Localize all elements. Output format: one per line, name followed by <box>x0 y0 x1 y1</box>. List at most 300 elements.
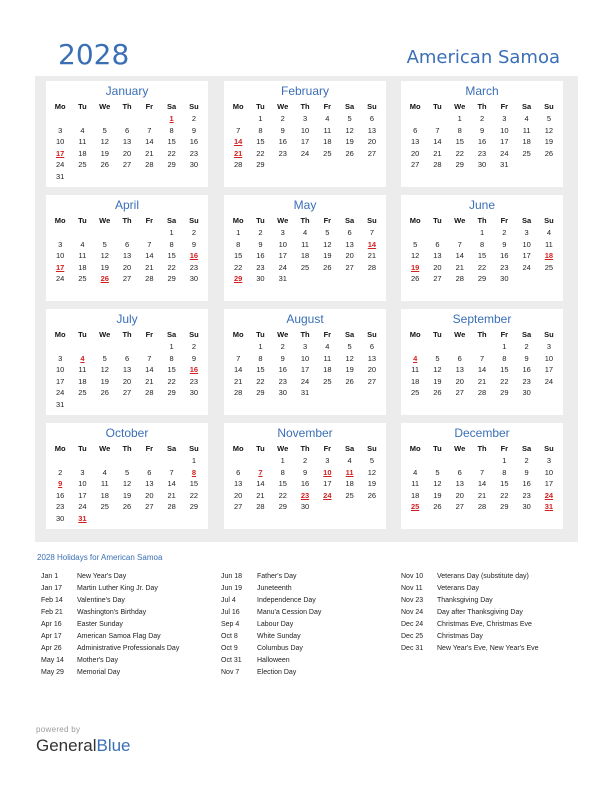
day-cell: 31 <box>500 160 509 170</box>
day-cell: 8 <box>236 239 241 249</box>
day-cell: 27 <box>367 376 377 386</box>
empty-cell <box>49 113 71 125</box>
holiday-day-cell: 4 <box>80 353 85 363</box>
day-cell: 9 <box>302 467 308 477</box>
day-cell: 5 <box>102 353 107 363</box>
day-cell: 30 <box>189 388 199 398</box>
holiday-name: Valentine's Day <box>77 596 125 604</box>
month-grid <box>49 101 205 183</box>
day-cell: 22 <box>256 376 265 386</box>
day-cell: 17 <box>544 479 554 489</box>
day-cell: 29 <box>167 388 176 398</box>
month-grid <box>227 215 383 285</box>
day-cell: 13 <box>145 479 154 489</box>
day-cell: 15 <box>233 251 243 261</box>
day-cell: 8 <box>502 467 507 477</box>
day-cell: 5 <box>102 239 107 249</box>
day-cell: 18 <box>323 365 332 375</box>
day-cell: 2 <box>524 342 529 351</box>
month-february <box>224 81 386 187</box>
day-cell: 5 <box>325 228 330 237</box>
holiday-name: Administrative Professionals Day <box>77 644 180 652</box>
day-cell: 20 <box>145 490 154 500</box>
day-cell: 14 <box>145 137 154 147</box>
holiday-day-cell: 29 <box>233 274 243 284</box>
month-title: September <box>452 312 512 326</box>
day-cell: 12 <box>100 251 109 261</box>
day-cell: 14 <box>145 365 154 375</box>
month-title: June <box>468 198 496 212</box>
day-cell: 29 <box>256 160 265 170</box>
day-cell: 12 <box>345 125 354 135</box>
day-cell: 16 <box>256 251 265 261</box>
day-cell: 23 <box>522 376 531 386</box>
day-cell: 31 <box>278 274 287 284</box>
day-cell: 14 <box>256 479 265 489</box>
day-cell: 3 <box>325 456 330 465</box>
weekday-header: Sa <box>522 216 532 225</box>
day-cell: 13 <box>233 479 243 489</box>
brand-blue: Blue <box>96 736 131 755</box>
holiday-name: American Samoa Flag Day <box>77 632 161 640</box>
empty-cell <box>404 227 426 239</box>
day-cell: 7 <box>169 467 174 477</box>
day-cell: 28 <box>145 160 154 170</box>
day-cell: 3 <box>302 114 308 123</box>
month-title: August <box>286 312 324 326</box>
day-cell: 3 <box>302 342 308 351</box>
weekday-header: Sa <box>167 444 177 453</box>
day-cell: 21 <box>233 376 243 386</box>
day-cell: 15 <box>455 137 464 147</box>
holiday-day-cell: 10 <box>323 467 332 477</box>
month-january <box>46 81 208 187</box>
weekday-header: Mo <box>232 216 244 225</box>
day-cell: 26 <box>345 148 354 158</box>
day-cell: 14 <box>455 251 464 261</box>
generalblue-logo[interactable] <box>36 736 131 756</box>
month-grid <box>227 101 383 171</box>
empty-cell <box>160 455 182 467</box>
month-title: March <box>465 84 499 98</box>
day-cell: 22 <box>256 148 265 158</box>
holiday-name: New Year's Eve, New Year's Eve <box>437 644 539 652</box>
empty-cell <box>71 113 93 125</box>
day-cell: 17 <box>300 365 310 375</box>
holiday-date: Dec 24 <box>401 620 424 628</box>
day-cell: 6 <box>413 125 418 135</box>
day-cell: 21 <box>477 376 487 386</box>
holiday-name: Veterans Day <box>437 584 480 592</box>
weekday-header: Fr <box>145 102 154 111</box>
day-cell: 15 <box>500 479 509 489</box>
holiday-date: Apr 26 <box>41 644 62 652</box>
day-cell: 4 <box>413 467 418 477</box>
day-cell: 23 <box>278 148 287 158</box>
holiday-name: Washington's Birthday <box>77 608 147 616</box>
empty-cell <box>138 113 160 125</box>
day-cell: 22 <box>233 262 243 272</box>
day-cell: 29 <box>500 502 509 512</box>
day-cell: 1 <box>502 342 507 351</box>
day-cell: 27 <box>455 388 464 398</box>
day-cell: 28 <box>167 502 176 512</box>
holiday-date: Feb 21 <box>41 608 63 616</box>
day-cell: 12 <box>367 467 377 477</box>
day-cell: 23 <box>256 262 265 272</box>
weekday-header: Mo <box>232 330 244 339</box>
day-cell: 2 <box>280 342 285 351</box>
day-cell: 7 <box>435 125 440 135</box>
day-cell: 11 <box>411 479 420 489</box>
holiday-name: Manu'a Cession Day <box>257 608 322 616</box>
day-cell: 23 <box>189 148 199 158</box>
weekday-header: Sa <box>522 330 532 339</box>
month-title: May <box>293 198 317 212</box>
day-cell: 20 <box>345 251 354 261</box>
weekday-header: Fr <box>323 216 332 225</box>
month-october <box>46 423 208 529</box>
holiday-day-cell: 31 <box>78 513 87 523</box>
empty-cell <box>404 455 426 467</box>
day-cell: 26 <box>122 502 132 512</box>
weekday-header: Mo <box>54 330 66 339</box>
month-march <box>401 81 563 187</box>
day-cell: 12 <box>100 137 109 147</box>
day-cell: 8 <box>169 239 174 249</box>
day-cell: 27 <box>122 160 132 170</box>
weekday-header: Su <box>367 102 377 111</box>
day-cell: 10 <box>300 125 310 135</box>
day-cell: 15 <box>256 137 265 147</box>
day-cell: 15 <box>167 251 176 261</box>
day-cell: 17 <box>55 376 65 386</box>
day-cell: 16 <box>55 490 65 500</box>
day-cell: 28 <box>433 160 442 170</box>
weekday-header: Tu <box>78 444 87 453</box>
day-cell: 3 <box>546 456 552 465</box>
weekday-header: We <box>99 330 111 339</box>
day-cell: 22 <box>167 376 176 386</box>
day-cell: 22 <box>477 262 487 272</box>
day-cell: 1 <box>191 456 197 465</box>
day-cell: 25 <box>345 490 354 500</box>
day-cell: 24 <box>55 388 65 398</box>
holiday-day-cell: 21 <box>233 148 243 158</box>
day-cell: 20 <box>455 376 464 386</box>
day-cell: 1 <box>258 114 263 123</box>
day-cell: 6 <box>369 114 375 123</box>
empty-cell <box>49 455 71 467</box>
day-cell: 2 <box>524 456 529 465</box>
empty-cell <box>227 113 249 125</box>
holiday-day-cell: 4 <box>413 353 418 363</box>
day-cell: 28 <box>233 388 243 398</box>
day-cell: 13 <box>122 137 132 147</box>
weekday-header: Fr <box>500 102 509 111</box>
empty-cell <box>94 455 116 467</box>
day-cell: 7 <box>147 125 152 135</box>
day-cell: 7 <box>479 353 485 363</box>
day-cell: 15 <box>167 137 176 147</box>
day-cell: 2 <box>58 467 63 477</box>
holiday-day-cell: 26 <box>100 274 109 284</box>
day-cell: 11 <box>78 137 87 147</box>
day-cell: 27 <box>122 274 132 284</box>
day-cell: 1 <box>258 342 263 351</box>
weekday-header: Tu <box>78 216 87 225</box>
day-cell: 12 <box>122 479 132 489</box>
day-cell: 12 <box>544 125 554 135</box>
weekday-header: Th <box>122 102 132 111</box>
holiday-name: White Sunday <box>257 632 301 640</box>
day-cell: 28 <box>455 274 464 284</box>
month-september <box>401 309 563 415</box>
weekday-header: We <box>454 444 466 453</box>
empty-cell <box>138 455 160 467</box>
weekday-header: Sa <box>345 444 355 453</box>
day-cell: 13 <box>122 251 132 261</box>
day-cell: 16 <box>278 137 287 147</box>
day-cell: 10 <box>522 239 531 249</box>
day-cell: 26 <box>345 376 354 386</box>
day-cell: 5 <box>347 114 352 123</box>
day-cell: 30 <box>522 502 531 512</box>
weekday-header: Su <box>189 102 199 111</box>
holiday-date: Dec 25 <box>401 632 424 640</box>
day-cell: 11 <box>323 125 332 135</box>
holiday-date: Jan 17 <box>41 584 63 592</box>
day-cell: 18 <box>300 251 310 261</box>
day-cell: 11 <box>323 353 332 363</box>
day-cell: 28 <box>145 274 154 284</box>
day-cell: 18 <box>410 376 420 386</box>
day-cell: 6 <box>457 353 462 363</box>
holiday-name: Thanksgiving Day <box>437 596 493 604</box>
day-cell: 28 <box>145 388 154 398</box>
holiday-day-cell: 9 <box>58 479 63 489</box>
day-cell: 25 <box>323 376 332 386</box>
day-cell: 19 <box>367 479 377 489</box>
day-cell: 13 <box>122 365 132 375</box>
day-cell: 26 <box>433 388 442 398</box>
day-cell: 31 <box>300 388 310 398</box>
weekday-header: Sa <box>167 330 177 339</box>
day-cell: 4 <box>325 114 330 123</box>
empty-cell <box>449 455 471 467</box>
day-cell: 26 <box>544 148 554 158</box>
day-cell: 12 <box>433 479 442 489</box>
day-cell: 3 <box>546 342 552 351</box>
calendar-panel <box>35 76 578 542</box>
month-december <box>401 423 563 529</box>
holiday-name: New Year's Day <box>77 573 127 580</box>
day-cell: 27 <box>455 502 464 512</box>
empty-cell <box>227 341 249 353</box>
day-cell: 8 <box>457 125 462 135</box>
day-cell: 19 <box>345 365 354 375</box>
day-cell: 16 <box>477 137 487 147</box>
holiday-date: Jun 18 <box>221 573 243 580</box>
day-cell: 27 <box>433 274 442 284</box>
day-cell: 28 <box>367 262 377 272</box>
holiday-date: Jun 19 <box>221 584 243 592</box>
day-cell: 13 <box>367 353 377 363</box>
empty-cell <box>404 341 426 353</box>
day-cell: 16 <box>500 251 509 261</box>
day-cell: 20 <box>455 490 464 500</box>
day-cell: 4 <box>302 228 308 237</box>
holiday-name: Martin Luther King Jr. Day <box>77 584 158 592</box>
holiday-date: Apr 16 <box>41 620 62 628</box>
day-cell: 10 <box>55 251 65 261</box>
weekday-header: Tu <box>256 102 265 111</box>
empty-cell <box>116 227 138 239</box>
month-title: April <box>114 198 139 212</box>
day-cell: 9 <box>502 239 507 249</box>
day-cell: 10 <box>78 479 87 489</box>
day-cell: 7 <box>457 239 462 249</box>
empty-cell <box>426 227 448 239</box>
day-cell: 9 <box>280 353 285 363</box>
day-cell: 5 <box>369 456 375 465</box>
day-cell: 1 <box>280 456 285 465</box>
day-cell: 22 <box>278 490 287 500</box>
holiday-day-cell: 11 <box>345 467 354 477</box>
day-cell: 24 <box>522 262 531 272</box>
day-cell: 18 <box>78 262 87 272</box>
weekday-header: Th <box>477 444 487 453</box>
day-cell: 30 <box>278 388 287 398</box>
day-cell: 18 <box>78 376 87 386</box>
day-cell: 2 <box>479 114 485 123</box>
weekday-header: Th <box>477 216 487 225</box>
weekday-header: Th <box>477 330 487 339</box>
day-cell: 4 <box>347 456 352 465</box>
weekday-header: Sa <box>522 102 532 111</box>
day-cell: 15 <box>256 365 265 375</box>
day-cell: 15 <box>278 479 287 489</box>
day-cell: 30 <box>477 160 487 170</box>
day-cell: 27 <box>233 502 243 512</box>
day-cell: 23 <box>500 262 509 272</box>
holiday-date: Jul 4 <box>221 596 236 604</box>
weekday-header: Sa <box>167 216 177 225</box>
weekday-header: Tu <box>78 102 87 111</box>
day-cell: 8 <box>479 239 485 249</box>
weekday-header: Fr <box>323 330 332 339</box>
day-cell: 27 <box>122 388 132 398</box>
day-cell: 17 <box>78 490 87 500</box>
day-cell: 17 <box>500 137 509 147</box>
holiday-date: Nov 10 <box>401 573 424 580</box>
weekday-header: Th <box>300 444 310 453</box>
day-cell: 22 <box>455 148 464 158</box>
day-cell: 21 <box>145 148 154 158</box>
holiday-day-cell: 25 <box>410 502 420 512</box>
day-cell: 18 <box>78 148 87 158</box>
month-title: January <box>105 84 149 98</box>
day-cell: 17 <box>323 479 332 489</box>
weekday-header: We <box>277 102 289 111</box>
day-cell: 29 <box>256 388 265 398</box>
day-cell: 6 <box>124 239 130 249</box>
day-cell: 13 <box>410 137 420 147</box>
day-cell: 19 <box>100 262 109 272</box>
day-cell: 12 <box>410 251 420 261</box>
day-cell: 30 <box>522 388 531 398</box>
day-cell: 19 <box>323 251 332 261</box>
day-cell: 19 <box>100 148 109 158</box>
empty-cell <box>116 455 138 467</box>
day-cell: 23 <box>278 376 287 386</box>
weekday-header: Th <box>300 330 310 339</box>
weekday-header: Fr <box>145 330 154 339</box>
day-cell: 30 <box>55 513 65 523</box>
empty-cell <box>227 455 249 467</box>
empty-cell <box>94 227 116 239</box>
day-cell: 20 <box>410 148 420 158</box>
day-cell: 21 <box>145 376 154 386</box>
day-cell: 22 <box>500 490 509 500</box>
weekday-header: Fr <box>500 330 509 339</box>
month-grid <box>227 443 383 513</box>
empty-cell <box>449 341 471 353</box>
day-cell: 22 <box>167 148 176 158</box>
day-cell: 11 <box>78 251 87 261</box>
month-grid <box>49 215 205 285</box>
day-cell: 3 <box>502 114 507 123</box>
holiday-date: Dec 31 <box>401 644 424 652</box>
weekday-header: We <box>99 216 111 225</box>
day-cell: 6 <box>236 467 241 477</box>
weekday-header: Tu <box>433 216 442 225</box>
month-grid <box>404 329 560 399</box>
day-cell: 4 <box>325 342 330 351</box>
holiday-date: May 29 <box>41 668 64 676</box>
day-cell: 25 <box>544 262 554 272</box>
empty-cell <box>71 341 93 353</box>
day-cell: 7 <box>369 228 375 237</box>
weekday-header: Tu <box>256 444 265 453</box>
day-cell: 15 <box>189 479 199 489</box>
day-cell: 10 <box>55 365 65 375</box>
day-cell: 5 <box>546 114 552 123</box>
day-cell: 2 <box>191 228 197 237</box>
weekday-header: Su <box>189 444 199 453</box>
day-cell: 18 <box>100 490 109 500</box>
day-cell: 21 <box>145 262 154 272</box>
holiday-name: Independence Day <box>257 596 316 604</box>
day-cell: 6 <box>347 228 352 237</box>
day-cell: 8 <box>280 467 285 477</box>
day-cell: 4 <box>524 114 529 123</box>
day-cell: 25 <box>78 388 87 398</box>
day-cell: 29 <box>167 274 176 284</box>
day-cell: 2 <box>502 228 507 237</box>
holiday-day-cell: 17 <box>55 262 65 272</box>
day-cell: 8 <box>258 353 263 363</box>
month-grid <box>49 443 205 525</box>
day-cell: 24 <box>55 274 65 284</box>
weekday-header: Su <box>189 330 199 339</box>
month-april <box>46 195 208 301</box>
weekday-header: Fr <box>145 216 154 225</box>
brand-general: General <box>36 736 97 755</box>
day-cell: 14 <box>167 479 176 489</box>
day-cell: 8 <box>258 125 263 135</box>
day-cell: 24 <box>55 160 65 170</box>
